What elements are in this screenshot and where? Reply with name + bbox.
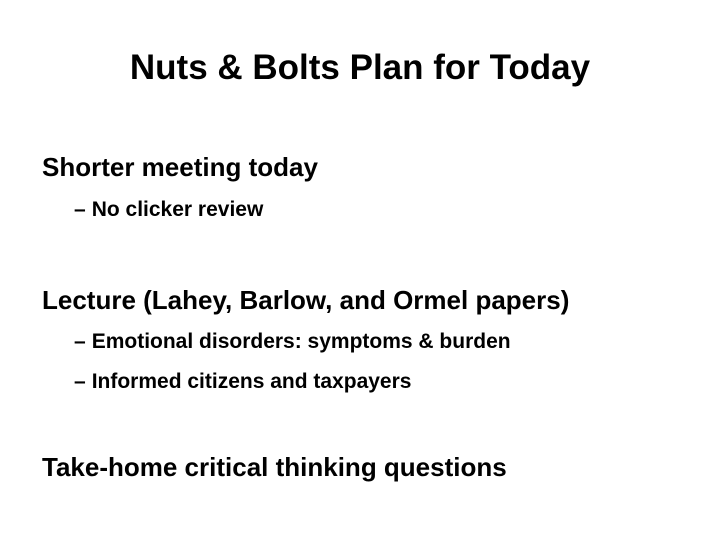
subitem-label: Informed citizens and taxpayers bbox=[91, 370, 412, 393]
bullet-lecture: Lecture (Lahey, Barlow, and Ormel papers) bbox=[42, 285, 570, 315]
bullet-take-home-questions: Take-home critical thinking questions bbox=[42, 452, 507, 482]
subitem-emotional-disorders bbox=[74, 328, 511, 356]
subitem-label: No clicker review bbox=[91, 198, 264, 221]
dash-marker: – bbox=[74, 198, 86, 221]
dash-marker: – bbox=[74, 370, 86, 393]
dash-marker: – bbox=[74, 330, 86, 353]
subitem-informed-citizens bbox=[74, 368, 411, 396]
bullet-shorter-meeting: Shorter meeting today bbox=[42, 152, 318, 182]
slide-title: Nuts & Bolts Plan for Today bbox=[129, 48, 591, 87]
subitem-no-clicker-review bbox=[74, 196, 263, 224]
subitem-label: Emotional disorders: symptoms & burden bbox=[91, 330, 511, 353]
